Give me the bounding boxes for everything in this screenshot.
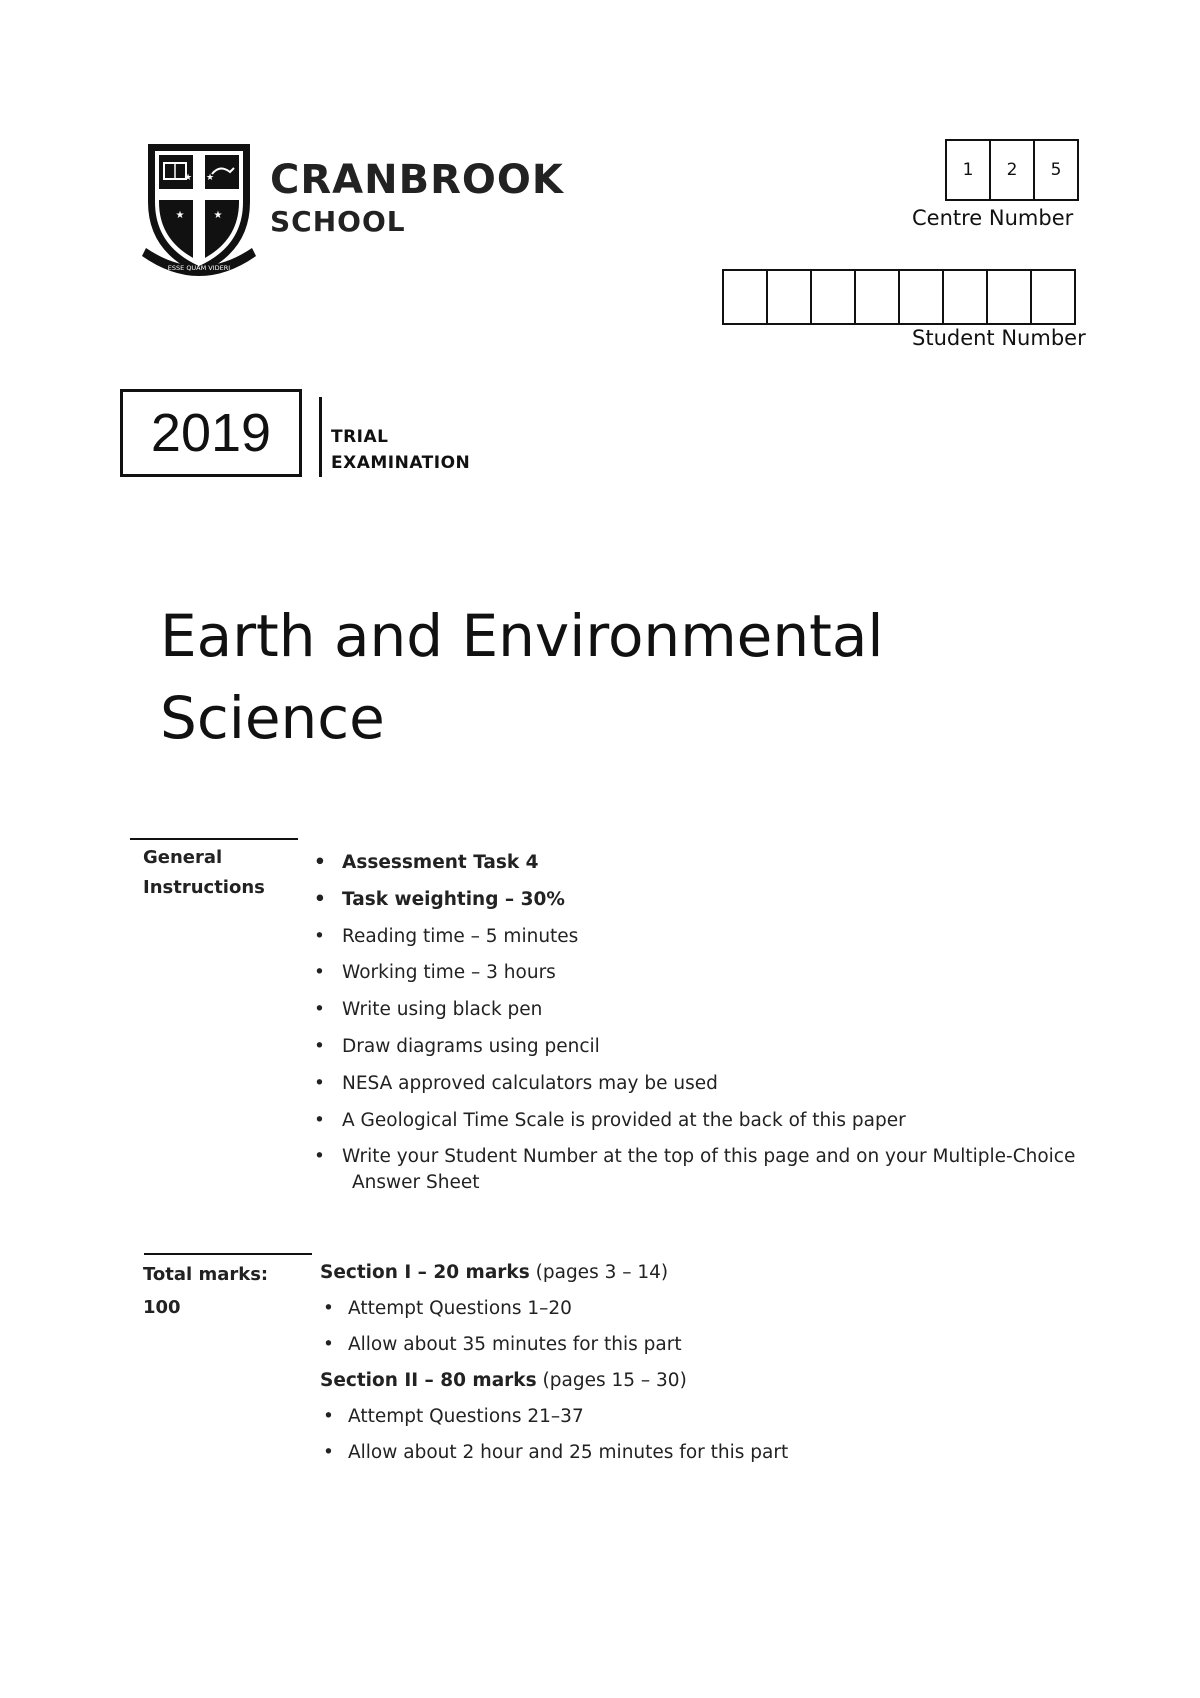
centre-number-digit: 2 bbox=[989, 141, 1033, 199]
total-marks-value: 100 bbox=[143, 1297, 181, 1318]
instruction-text-continued: Answer Sheet bbox=[352, 1172, 480, 1194]
section-1-pages: (pages 3 – 14) bbox=[535, 1262, 669, 1283]
school-name-line1: CRANBROOK bbox=[270, 157, 564, 203]
svg-text:★: ★ bbox=[183, 173, 193, 183]
general-instructions-label bbox=[143, 843, 265, 903]
school-name-line2: SCHOOL bbox=[270, 205, 406, 238]
instruction-item: • Reading time – 5 minutes bbox=[314, 924, 1104, 950]
instruction-item: • NESA approved calculators may be used bbox=[314, 1071, 1104, 1097]
section-1-title: Section I – 20 marks bbox=[320, 1262, 530, 1283]
section-2-title: Section II – 80 marks bbox=[320, 1370, 537, 1391]
instruction-text: Write your Student Number at the top of this page and on your Multiple-Choice bbox=[342, 1146, 1076, 1168]
centre-number-boxes bbox=[945, 139, 1079, 201]
instruction-item: • Task weighting – 30% bbox=[314, 887, 1104, 913]
instruction-item bbox=[314, 1144, 1104, 1196]
student-number-box[interactable] bbox=[898, 271, 942, 323]
section-2-heading bbox=[320, 1366, 1080, 1396]
section-item: • Allow about 2 hour and 25 minutes for this part bbox=[320, 1438, 1080, 1468]
general-instructions-label-line1: General bbox=[143, 847, 223, 868]
svg-text:★: ★ bbox=[175, 210, 185, 221]
total-marks bbox=[143, 1258, 268, 1324]
instruction-item: • Draw diagrams using pencil bbox=[314, 1034, 1104, 1060]
student-number-box[interactable] bbox=[854, 271, 898, 323]
exam-year: 2019 bbox=[120, 389, 302, 477]
total-marks-label: Total marks: bbox=[143, 1264, 269, 1285]
school-name bbox=[270, 157, 564, 238]
divider bbox=[130, 838, 298, 840]
student-number-box[interactable] bbox=[986, 271, 1030, 323]
instruction-item: • Write using black pen bbox=[314, 997, 1104, 1023]
student-number-box[interactable] bbox=[724, 271, 766, 323]
svg-text:ESSE QUAM VIDERI: ESSE QUAM VIDERI bbox=[167, 264, 231, 272]
subject-title-line1: Earth and Environmental bbox=[160, 602, 884, 670]
student-number-box[interactable] bbox=[810, 271, 854, 323]
divider bbox=[144, 1253, 312, 1255]
centre-number-label: Centre Number bbox=[912, 206, 1074, 230]
student-number-boxes[interactable] bbox=[722, 269, 1076, 325]
svg-text:★: ★ bbox=[213, 210, 223, 221]
school-crest-logo bbox=[140, 140, 258, 290]
section-1-list bbox=[320, 1294, 1080, 1360]
exam-type-line1: TRIAL bbox=[331, 427, 389, 447]
divider bbox=[319, 397, 322, 477]
general-instructions-label-line2: Instructions bbox=[143, 877, 265, 898]
student-number-label: Student Number bbox=[912, 326, 1086, 350]
student-number-box[interactable] bbox=[1030, 271, 1074, 323]
centre-number-digit: 1 bbox=[962, 160, 974, 180]
student-number-box[interactable] bbox=[942, 271, 986, 323]
svg-text:★: ★ bbox=[205, 173, 215, 183]
subject-title-line2: Science bbox=[160, 684, 385, 752]
exam-type-line2: EXAMINATION bbox=[331, 453, 471, 473]
instruction-item: • A Geological Time Scale is provided at the back of this paper bbox=[314, 1108, 1104, 1134]
section-item: • Attempt Questions 21–37 bbox=[320, 1402, 1080, 1432]
section-item: • Allow about 35 minutes for this part bbox=[320, 1330, 1080, 1360]
svg-text:★: ★ bbox=[194, 228, 204, 239]
instruction-item: • Working time – 3 hours bbox=[314, 960, 1104, 986]
general-instructions-list bbox=[314, 850, 1104, 1207]
exam-type bbox=[331, 424, 470, 476]
instruction-item: • Assessment Task 4 bbox=[314, 850, 1104, 876]
student-number-box[interactable] bbox=[766, 271, 810, 323]
subject-title bbox=[160, 595, 884, 759]
section-2-pages: (pages 15 – 30) bbox=[542, 1370, 687, 1391]
sections bbox=[320, 1258, 1080, 1474]
section-1-heading bbox=[320, 1258, 1080, 1288]
section-2-list bbox=[320, 1402, 1080, 1468]
centre-number-digit: 5 bbox=[1033, 141, 1077, 199]
section-item: • Attempt Questions 1–20 bbox=[320, 1294, 1080, 1324]
